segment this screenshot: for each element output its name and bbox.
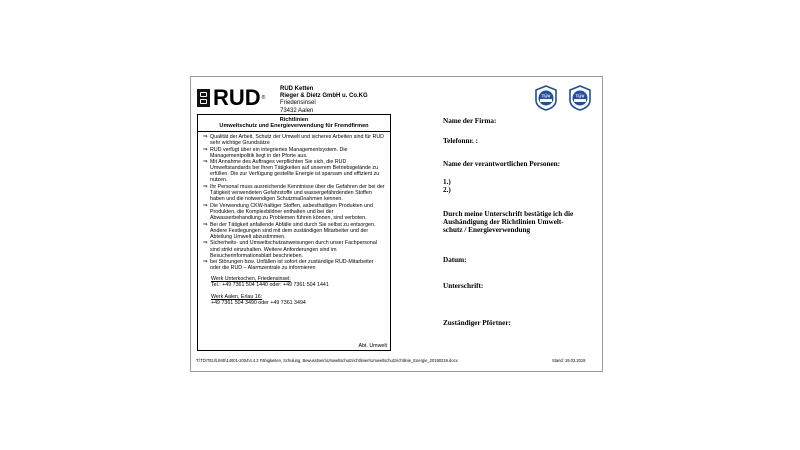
phone-field[interactable]: Telefonnr. : <box>443 137 479 145</box>
arrow-icon: ⇒ <box>203 221 208 228</box>
contact-aalen: Werk Aalen, Erlau 16: +49 7361 504 3490 oder +49 7361 3494 <box>211 294 385 306</box>
rud-logo <box>197 87 265 109</box>
file-path: T:\TD\TEU\UMS\14001-2004\4.4.2 Fähigkeiten, Schulung, Bewusstsein\Umweltschutzrichtlinien\Umweltschutzrichtlinie_Energie_20190219.docx <box>196 358 458 363</box>
phone-number: Tel.: +49 7361 504 1440 oder: +49 7361 504 1441 <box>211 282 329 289</box>
arrow-icon: ⇒ <box>203 259 208 266</box>
arrow-icon: ⇒ <box>203 159 208 166</box>
person-2-field[interactable]: 2.) <box>443 186 451 194</box>
signature-field[interactable]: Unterschrift: <box>443 282 484 290</box>
guideline-item: ⇒ bei Störungen bzw. Unfällen ist sofort der zuständige RUD-Mitarbeiter oder die RUD – Alarmzentrale zu informieren <box>203 259 374 272</box>
arrow-icon: ⇒ <box>203 146 208 153</box>
address-line: Rieger & Dietz GmbH u. Co.KG <box>280 93 368 100</box>
date-field[interactable]: Datum: <box>443 256 467 264</box>
arrow-icon: ⇒ <box>203 240 208 247</box>
tuv-certification-icon <box>568 85 592 111</box>
tuv-certification-icon <box>534 85 558 111</box>
address-line: Friedensinsel <box>280 100 316 107</box>
confirmation-statement: Durch meine Unterschrift bestätige ich die Aushändigung der Richtlinien Umwelt- schutz / Energieverwendung <box>443 210 574 235</box>
svg-text:TÜV: TÜV <box>541 93 551 99</box>
guideline-item: ⇒ Ihr Personal muss ausreichende Kenntnisse über die Gefahren der bei der Tätigkeit verwendeten Gefahrstoffe und wassergefährdenden Stoffen haben und die notwendigen Schutzmaßnahmen kennen. <box>203 184 385 203</box>
address-line: RUD Ketten <box>280 86 314 92</box>
svg-text:TÜV: TÜV <box>575 93 585 99</box>
chain-link-icon <box>197 89 210 107</box>
responsible-persons-field[interactable]: Name der verantwortlichen Personen: <box>443 160 561 168</box>
guideline-item: ⇒ Mit Annahme des Auftrages verpflichten Sie sich, die RUD Umweltstandards bei Ihren Tätigkeiten auf unserem Betriebsgelände zu erfüllen. Die zur Verfügung gestellte Energie ist sparsam und effizient zu nutzen. <box>203 159 380 184</box>
registered-mark: ® <box>261 95 266 101</box>
phone-number: +49 7361 504 3490 oder +49 7361 3494 <box>211 299 306 306</box>
guidelines-box <box>197 114 391 351</box>
arrow-icon: ⇒ <box>203 133 208 140</box>
document-page <box>190 76 603 372</box>
guideline-item: ⇒ Bei der Tätigkeit anfallende Abfälle sind durch Sie selbst zu entsorgen. Andere Festlegungen sind mit dem zuständigen Mitarbeiter und der Abteilung Umwelt abzustimmen. <box>203 221 376 240</box>
gatekeeper-field[interactable]: Zuständiger Pförtner: <box>443 319 511 327</box>
logo-text: RUD <box>213 85 261 110</box>
person-1-field[interactable]: 1.) <box>443 178 451 186</box>
arrow-icon: ⇒ <box>203 202 208 209</box>
contact-unterkochen: Werk Unterkochen, Friedensinsel: Tel.: +49 7361 504 1440 oder: +49 7361 504 1441 <box>211 276 385 288</box>
guideline-item: ⇒ Die Verwendung CKW-haltiger Stoffen, asbesthaltigen Produkten und Produkten, die Komplexbildner enthalten und bei der Abwasserbehandlung zu Problemen führen können, sind verboten. <box>203 202 373 222</box>
arrow-icon: ⇒ <box>203 184 208 191</box>
guideline-item: ⇒ Qualität der Arbeit, Schutz der Umwelt und sicheres Arbeiten sind für RUD sehr wichtige Grundsätze <box>203 133 384 146</box>
company-name-field[interactable]: Name der Firma: <box>443 117 497 125</box>
document-date: Stand: 19.02.2019 <box>552 358 586 363</box>
address-line: 73432 Aalen <box>280 107 314 114</box>
guidelines-title: Richtlinien Umweltschutz und Energieverwendung für Fremdfirmen <box>198 117 390 132</box>
company-address <box>280 86 368 115</box>
guideline-item: ⇒ RUD verfügt über ein integriertes Managementsystem. Die Managementpolitik liegt in der Pforte aus. <box>203 146 348 159</box>
guideline-item: ⇒ Sicherheits- und Umweltschutzanweisungen durch unser Fachpersonal sind strikt einzuhalten. Weitere Anforderungen sind im Besucherinformationsblatt beschrieben. <box>203 240 377 259</box>
department-label: Abt. Umwelt <box>358 342 387 349</box>
